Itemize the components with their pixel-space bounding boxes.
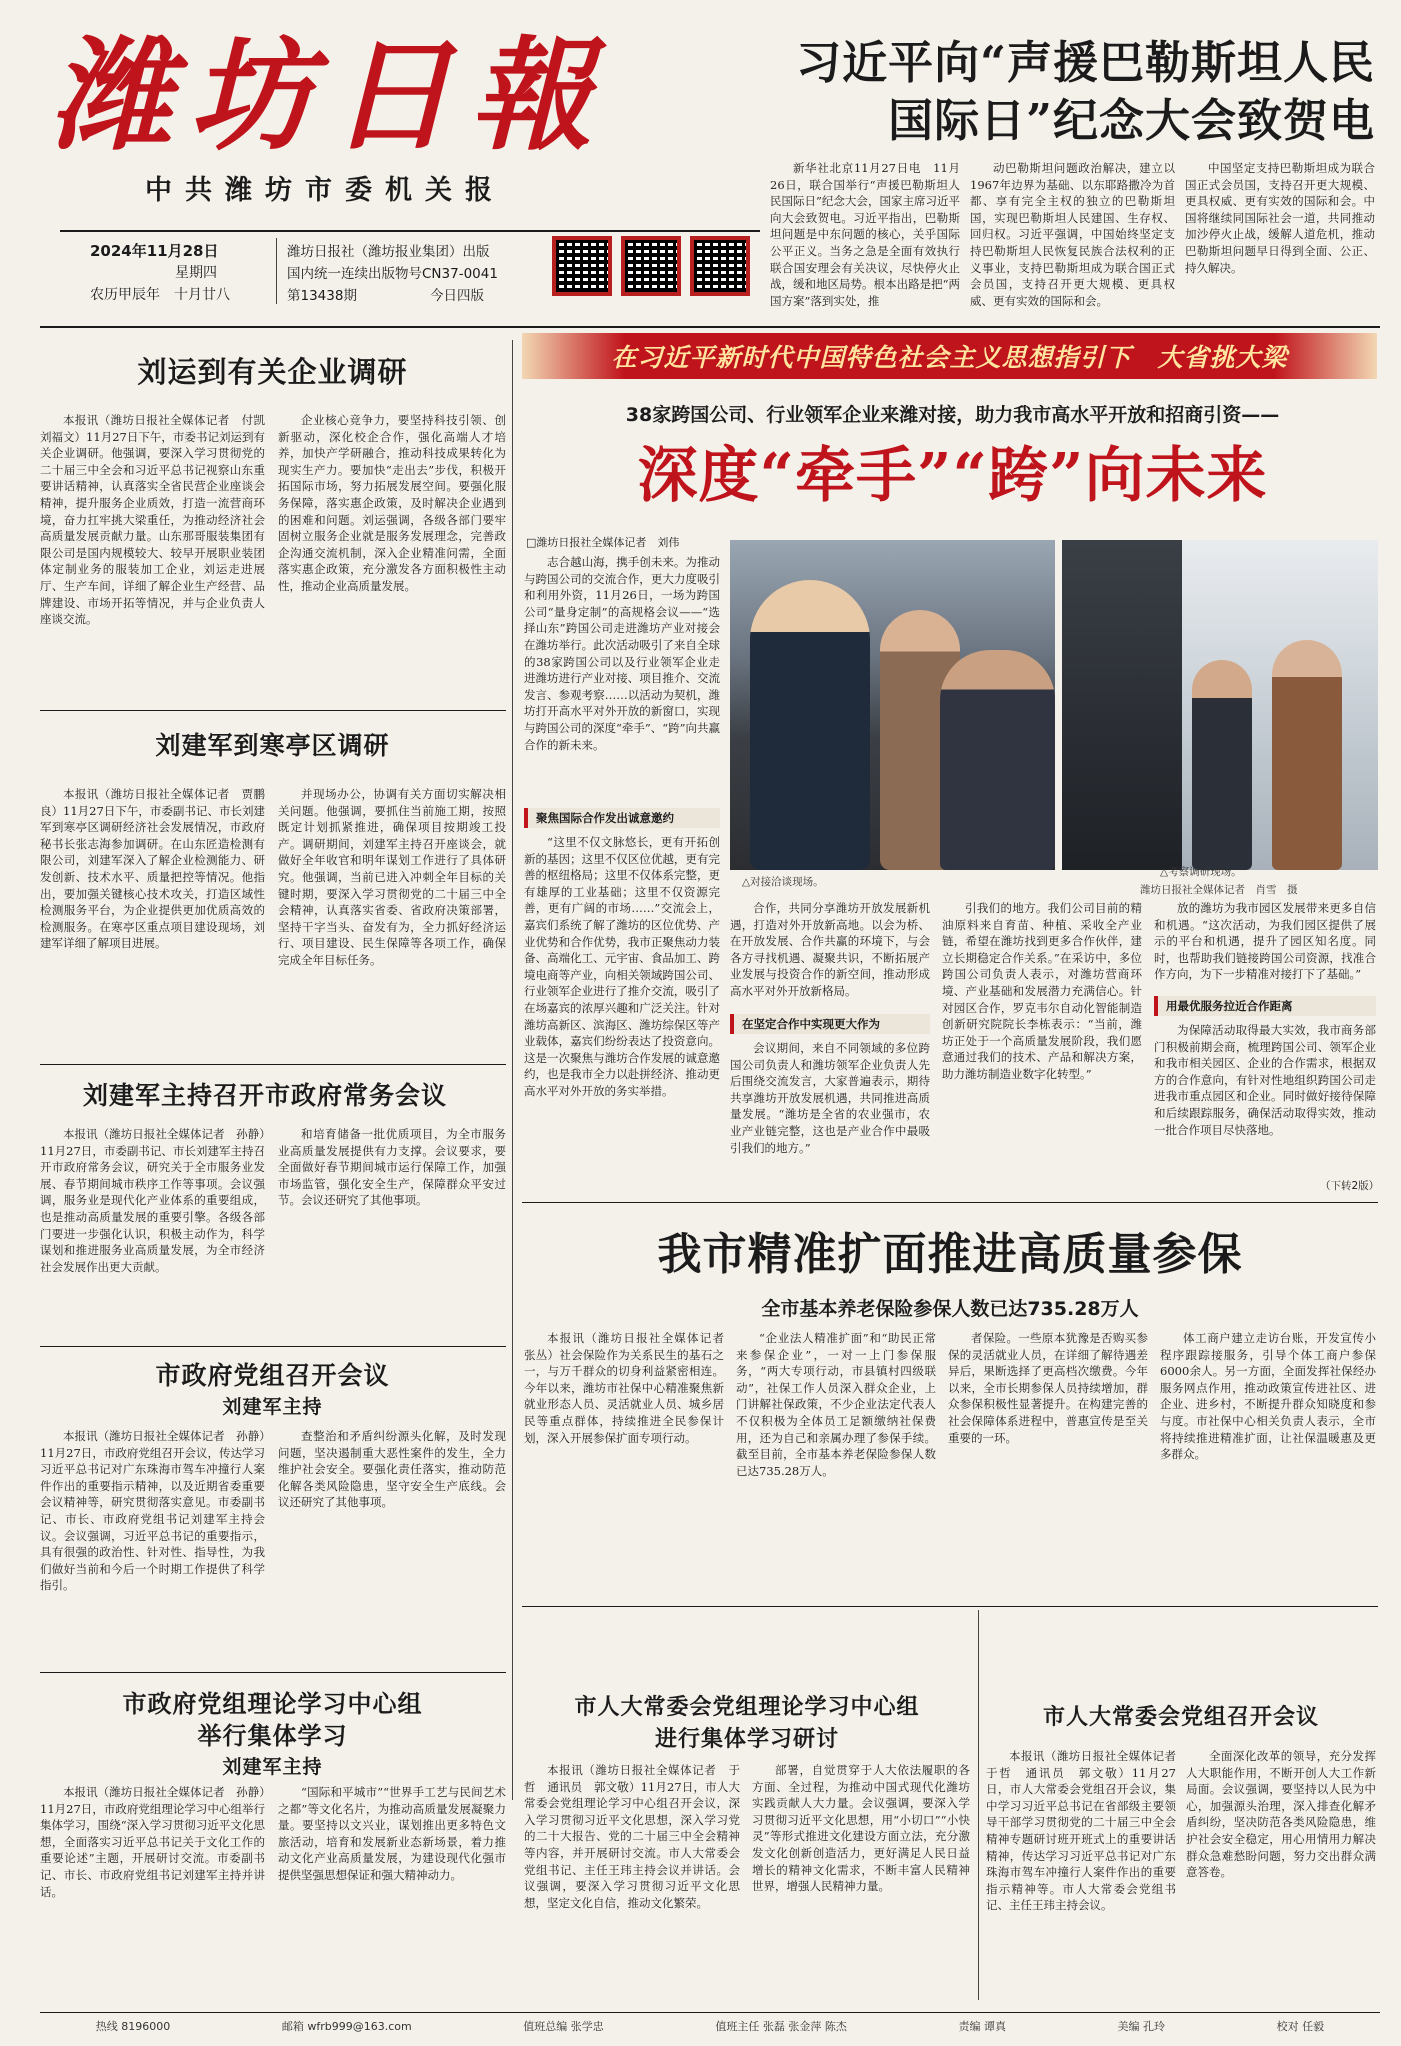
masthead-subtitle: 中共潍坊市委机关报 xyxy=(145,175,505,206)
article-executive-meeting-title[interactable]: 刘建军主持召开市政府常务会议 xyxy=(82,1081,447,1110)
article-study-group-col1: 本报讯（潍坊日报社全媒体记者 孙静）11月27日，市政府党组理论学习中心组举行集体学习，围绕“深入学习贯彻习近平文化思想，全面落实习近平总书记关于文化工作的重要论述”主题，开展研讨交流。市委副书记、市长、市政府党组书记刘建军主持并讲话。 xyxy=(40,1785,265,1899)
article-liuyun-col1: 本报讯（潍坊日报社全媒体记者 付凯 刘福文）11月27日下午，市委书记刘运到有关企业调研。他强调，要深入学习贯彻党的二十届三中全会和习近平总书记视察山东重要讲话精神，认真落实全省民营企业座谈会精神，提升服务企业质效，打造一流营商环境，奋力扛牢挑大梁重任，为推动经济社会高质量发展贡献力量。山东那哥服装集团有限公司是国内规模较大、较早开展职业装团体定制业务的服装加工企业，刘运走进展厅、生产车间，详细了解企业生产经营、品牌建设、市场开拓等情况，并与企业负责人座谈交流。 xyxy=(40,413,277,627)
npc-study-col2: 部署，自觉贯穿于人大依法履职的各方面、全过程，为推动中国式现代化潍坊实践贡献人大力量。会议强调，要深入学习贯彻习近平文化思想，用“小切口”“小快灵”等形式推进文化建设方面立法，充分激发文化创新创造活力，更好满足人民日益增长的精神文化需求，不断丰富人民精神世界，增强人民精神力量。 xyxy=(752,1763,970,1894)
pension-col2: “企业法人精准扩面”和“助民正常来参保企业”，一对一上门参保服务，“两大专项行动，市县镇村四级联动”，社保工作人员深入群众企业，上门讲解社保政策，不少企业法定代表人不仅积极为全体员工足额缴纳社保费用，还为自己和亲属办理了参保手续。截至目前，全市基本养老保险参保人数已达735.28万人。 xyxy=(736,1331,936,1478)
article-study-group-col2: “国际和平城市”“世界手工艺与民间艺术之都”等文化名片，为推动高质量发展凝聚力量。要坚持以文兴业，谋划推出更多特色文旅活动，培育和发展新业态新场景，着力推动文化产业高质量发展，为建设现代化强市提供坚强思想保证和强大精神动力。 xyxy=(278,1785,506,1882)
npc-study-title-1[interactable]: 市人大常委会党组理论学习中心组 xyxy=(574,1695,920,1720)
article-hanting-col2: 并现场办公，协调有关方面切实解决相关问题。他强调，要抓住当前施工期，按照既定计划抓紧推进，确保项目按期竣工投产。调研期间，刘建军主持召开座谈会，就做好全年收官和明年谋划工作进行了具体研究。他强调，当前已进入冲刺全年目标的关键时期，要深入学习贯彻党的二十届三中全会精神，认真落实省委、省政府决策部署，坚持干字当头、奋发有为，全力抓好经济运行、项目建设、民生保障等各项工作，确保完成全年目标任务。 xyxy=(278,787,506,967)
footer-bar xyxy=(40,2018,1380,2034)
pension-title[interactable]: 我市精准扩面推进高质量参保 xyxy=(657,1229,1243,1280)
pension-col1: 本报讯（潍坊日报社全媒体记者 张丛）社会保险作为关系民生的基石之一，与万千群众的切身利益紧密相连。今年以来，潍坊市社保中心精准聚焦新就业形态人员、灵活就业人员、城乡居民等重点群体，持续推进全民参保计划，深入开展参保扩面专项行动。 xyxy=(524,1331,736,1445)
article-executive-meeting-col2: 和培育储备一批优质项目，为全市服务业高质量发展提供有力支撑。会议要求，要全面做好春节期间城市运行保障工作，加强市场监管，强化安全生产，保障群众平安过节。会议还研究了其他事项。 xyxy=(278,1127,506,1208)
photo-business-meeting xyxy=(730,540,1055,870)
page-count: 今日四版 xyxy=(430,288,484,304)
feature-subhead-3: 用最优服务拉近合作距离 xyxy=(1154,996,1376,1016)
article-study-group-title-2[interactable]: 举行集体学习 xyxy=(197,1722,348,1750)
photo-caption-1: △对接洽谈现场。 xyxy=(742,876,824,888)
lead-body-col3: 中国坚定支持巴勒斯坦成为联合国正式会员国，支持召开更大规模、更具权威、更有实效的国际和会。中国将继续同国际社会一道，共同推动加沙停火止战，缓解人道危机，推动巴勒斯坦问题早日得到全面、公正、持久解决。 xyxy=(1185,161,1375,275)
photo-caption-2: △考察调研现场。 xyxy=(1160,866,1242,878)
article-party-group-col2: 查整治和矛盾纠纷源头化解，及时发现问题，坚决遏制重大恶性案件的发生，全力维护社会安全。要强化责任落实，推动防范化解各类风险隐患，坚守安全生产底线。会议还研究了其他事项。 xyxy=(278,1429,506,1510)
masthead-title: 潍坊日報 xyxy=(50,23,610,167)
feature-col4: 引我们的地方。我们公司目前的精油原料来自育苗、种植、采收全产业链，希望在潍坊找到更多合作伙伴，建立长期稳定合作关系。”在采访中，多位跨国公司负责人表示，对潍坊营商环境、产业基础和发展潜力充满信心。针对园区合作，罗克韦尔自动化智能制造创新研究院院长李栋表示：“当前，潍坊正处于一个高质量发展阶段，我们愿意通过我们的技术、产品和解决方案，助力潍坊制造业数字化转型。” xyxy=(942,901,1142,1081)
lead-body-col1: 新华社北京11月27日电 11月26日，联合国举行“声援巴勒斯坦人民国际日”纪念大会，国家主席习近平向大会致贺电。习近平指出，巴勒斯坦问题是中东问题的核心，关乎国际公平正义。当务之急是全面有效执行联合国安理会有关决议，尽快停火止战，缓和地区局势。根本出路是把“两国方案”落到实处，推 xyxy=(770,161,960,308)
pension-subtitle: 全市基本养老保险参保人数已达735.28万人 xyxy=(761,1298,1139,1320)
qr-code-2 xyxy=(621,236,681,296)
lunar-date: 农历甲辰年 十月廿八 xyxy=(90,287,230,303)
continued-note: （下转2版） xyxy=(1320,1180,1380,1192)
feature-col5b: 为保障活动取得最大实效，我市商务部门积极前期会商，梳理跨国公司、领军企业和我市相关园区、企业的合作需求，根据双方的合作意向，有针对性地组织跨国公司走进我市重点园区和企业。同时做好接待保障和后续跟踪服务，确保活动取得实效，推动一批合作项目尽快落地。 xyxy=(1154,1023,1376,1137)
footer-chief-editor: 值班总编 张学忠 xyxy=(523,2020,604,2033)
npc-meeting-col2: 全面深化改革的领导，充分发挥人大职能作用，不断开创人大工作新局面。会议强调，要坚持以人民为中心，加强源头治理，深入排查化解矛盾纠纷，坚决防范各类风险隐患，维护社会安全稳定，用心用情用力解决群众急难愁盼问题，努力交出群众满意答卷。 xyxy=(1186,1749,1376,1880)
article-executive-meeting-col1: 本报讯（潍坊日报社全媒体记者 孙静）11月27日，市委副书记、市长刘建军主持召开市政府常务会议，研究关于全市服务业发展、春节期间城市秩序工作等事项。会议强调，服务业是现代化产业体系的重要组成，也是推动高质量发展的重要引擎。各级各部门要进一步强化认识，积极主动作为，科学谋划和推进服务业高质量发展，为全市经济社会发展作出更大贡献。 xyxy=(40,1127,265,1274)
article-liuyun-title[interactable]: 刘运到有关企业调研 xyxy=(137,355,408,389)
feature-title[interactable]: 深度“牵手”“跨”向未来 xyxy=(637,441,1268,511)
article-study-group-sub: 刘建军主持 xyxy=(222,1756,323,1778)
npc-study-title-2[interactable]: 进行集体学习研讨 xyxy=(654,1727,839,1752)
feature-col3b: 会议期间，来自不同领域的多位跨国公司负责人和潍坊领军企业负责人先后围绕交流发言，大家普遍表示，期待共享潍坊开放发展机遇，共同推进高质量发展。“潍坊是全省的农业强市，农业产业链完整，这也是产业合作中最吸引我们的地方。” xyxy=(730,1041,930,1155)
qr-code-3 xyxy=(690,236,750,296)
issue-number: 第13438期 xyxy=(287,288,357,304)
feature-kicker: 38家跨国公司、行业领军企业来潍对接，助力我市高水平开放和招商引资—— xyxy=(625,404,1280,426)
article-hanting-title[interactable]: 刘建军到寒亭区调研 xyxy=(155,731,390,760)
lead-title-line2[interactable]: 国际日”纪念大会致贺电 xyxy=(888,94,1375,147)
footer-hotline: 热线 8196000 xyxy=(95,2020,171,2033)
npc-meeting-title[interactable]: 市人大常委会党组召开会议 xyxy=(1042,1705,1319,1730)
npc-meeting-col1: 本报讯（潍坊日报社全媒体记者 于哲 通讯员 郭文敬）11月27日，市人大常委会党组召开会议，集中学习习近平总书记在省部级主要领导干部学习贯彻党的二十届三中全会精神专题研讨班开班式上的重要讲话精神，传达学习习近平总书记对广东珠海市驾车冲撞行人案件作出的重要指示精神等。市人大常委会党组书记、主任王玮主持会议。 xyxy=(986,1749,1188,1913)
footer-designer: 美编 孔玲 xyxy=(1117,2020,1166,2033)
feature-byline: □潍坊日报社全媒体记者 刘伟 xyxy=(526,536,680,549)
photo-credit: 潍坊日报社全媒体记者 肖雪 摄 xyxy=(1140,884,1298,896)
pension-col4: 体工商户建立走访台账，开发宣传小程序跟踪接服务，引导个体工商户参保6000余人。另一方面，全面发挥社保经办服务网点作用，推动政策宣传进社区、进企业、进乡村，不断提升群众知晓度和参与度。市社保中心相关负责人表示，全市将持续推进精准扩面，让社保温暖惠及更多群众。 xyxy=(1160,1331,1376,1462)
pension-col3: 者保险。一些原本犹豫是否购买参保的灵活就业人员，在详细了解待遇差异后，果断选择了更高档次缴费。今年以来，全市长期参保人员持续增加，群众参保积极性显著提升。在构建完善的社会保障体系进程中，普惠宣传是至关重要的一环。 xyxy=(948,1331,1148,1445)
lead-body-col2: 动巴勒斯坦问题政治解决，建立以1967年边界为基础、以东耶路撒冷为首都、享有完全主权的独立的巴勒斯坦国，实现巴勒斯坦人民建国、生存权、回归权。习近平强调，中国始终坚定支持巴勒斯坦人民恢复民族合法权利的正义事业，支持巴勒斯坦成为联合国正式会员国，支持召开更大规模、更具权威、更有实效的国际和会。 xyxy=(970,161,1175,308)
issue-weekday: 星期四 xyxy=(175,265,217,281)
article-study-group-title-1[interactable]: 市政府党组理论学习中心组 xyxy=(122,1690,423,1718)
article-party-group-title[interactable]: 市政府党组召开会议 xyxy=(155,1361,390,1390)
serial-number: 国内统一连续出版物号CN37-0041 xyxy=(287,266,498,282)
photo-site-visit xyxy=(1062,540,1378,870)
feature-subhead-1: 聚焦国际合作发出诚意邀约 xyxy=(524,808,720,828)
footer-email[interactable]: 邮箱 wfrb999@163.com xyxy=(281,2020,412,2033)
feature-intro: 志合越山海，携手创未来。为推动与跨国公司的交流合作，更大力度吸引和利用外资，11月26日，一场为跨国公司“量身定制”的高规格会议——“选择山东”跨国公司走进潍坊产业对接会在潍坊举行。此次活动吸引了来自全球的38家跨国公司以及行业领军企业走进潍坊进行产业对接、项目推介、交流发言、参观考察……以活动为契机，潍坊打开高水平对外开放的新窗口，实现与跨国公司的深度“牵手”、“跨”向共赢合作的新未来。 xyxy=(524,555,721,752)
lead-title-line1[interactable]: 习近平向“声援巴勒斯坦人民 xyxy=(796,36,1375,89)
feature-col2: “这里不仅文脉悠长，更有开拓创新的基因；这里不仅区位优越，更有完善的枢纽格局；这里不仅体系完整，更有雄厚的工业基础；这里不仅资源完善，更有广阔的市场……”交流会上，嘉宾们系统了解了潍坊的区位优势、产业优势和合作优势，我市正聚焦动力装备、高端化工、元宇宙、食品加工、跨境电商等产业，向相关领域跨国公司、行业领军企业进行了推介交流，吸引了在场嘉宾的浓厚兴趣和广泛关注。针对潍坊高新区、滨海区、潍坊综保区等产业载体，嘉宾们纷纷表达了投资意向。这是一次聚焦与潍坊合作发展的诚意邀约，也是我市全力以赴拼经济、推动更高水平对外开放的务实举措。 xyxy=(524,835,720,1098)
footer-proofreader: 校对 任毅 xyxy=(1276,2020,1325,2033)
npc-study-col1: 本报讯（潍坊日报社全媒体记者 于哲 通讯员 郭文敬）11月27日，市人大常委会党组理论学习中心组召开会议，深入学习贯彻习近平文化思想，深入学习党的二十大报告、党的二十届三中全会精神等内容，并开展研讨交流。市人大常委会党组书记、主任王玮主持会议并讲话。会议强调，要深入学习贯彻习近平文化思想，坚定文化自信，推动文化繁荣。 xyxy=(524,1763,740,1910)
issue-date: 2024年11月28日 xyxy=(90,242,219,260)
feature-subhead-2: 在坚定合作中实现更大作为 xyxy=(730,1014,930,1034)
footer-editor: 责编 谭真 xyxy=(958,2020,1006,2033)
feature-col3: 合作，共同分享潍坊开放发展新机遇，打造对外开放新高地。以会为桥、在开放发展、合作共赢的环境下，与会各方寻找机遇、凝聚共识，不断拓展产业发展与投资合作的新空间，推动形成高水平对外开放新格局。 xyxy=(730,901,930,998)
theme-banner-text: 在习近平新时代中国特色社会主义思想指引下 大省挑大梁 xyxy=(611,343,1288,372)
article-party-group-sub: 刘建军主持 xyxy=(222,1396,323,1418)
publisher: 潍坊日报社（潍坊报业集团）出版 xyxy=(287,244,490,260)
article-party-group-col1: 本报讯（潍坊日报社全媒体记者 孙静）11月27日，市政府党组召开会议，传达学习习近平总书记对广东珠海市驾车冲撞行人案件作出的重要指示精神，以及近期省委重要会议精神等，研究贯彻落实意见。市委副书记、市长、市政府党组书记刘建军主持会议。会议强调，习近平总书记的重要指示，具有很强的政治性、针对性、指导性，为我们做好当前和今后一个时期工作提供了科学指引。 xyxy=(40,1429,265,1593)
article-liuyun-col2: 企业核心竞争力，要坚持科技引领、创新驱动，深化校企合作，强化高端人才培养，加快产学研融合，推动科技成果转化为现实生产力。要加快“走出去”步伐，积极开拓国际市场，努力拓展发展空间。要强化服务保障，落实惠企政策，及时解决企业遇到的困难和问题。刘运强调，各级各部门要牢固树立服务企业就是服务发展理念，完善政企沟通交流机制，深入企业精准问需，全面落实惠企政策，充分激发各方面积极性主动性，推动企业高质量发展。 xyxy=(278,413,506,593)
footer-duty-directors: 值班主任 张磊 张金萍 陈杰 xyxy=(715,2020,847,2033)
article-hanting-col1: 本报讯（潍坊日报社全媒体记者 贾鹏良）11月27日下午，市委副书记、市长刘建军到寒亭区调研经济社会发展情况，市政府秘书长张志海参加调研。在山东匠造检测有限公司，刘建军深入了解企业检测能力、研发创新、技术水平、质量把控等情况。他指出，要加强关键核心技术攻关，打造区域性检测服务平台，为企业提供更加优质高效的检测服务。在寒亭区重点项目建设现场，刘建军详细了解项目进展。 xyxy=(40,787,265,951)
feature-col5: 放的潍坊为我市园区发展带来更多自信和机遇。“这次活动，为我们园区提供了展示的平台和机遇，提升了园区知名度。同时，也帮助我们链接跨国公司资源，找准合作方向，为下一步精准对接打下了基础。” xyxy=(1154,901,1376,982)
theme-banner xyxy=(522,333,1377,379)
qr-code-1 xyxy=(552,236,612,296)
